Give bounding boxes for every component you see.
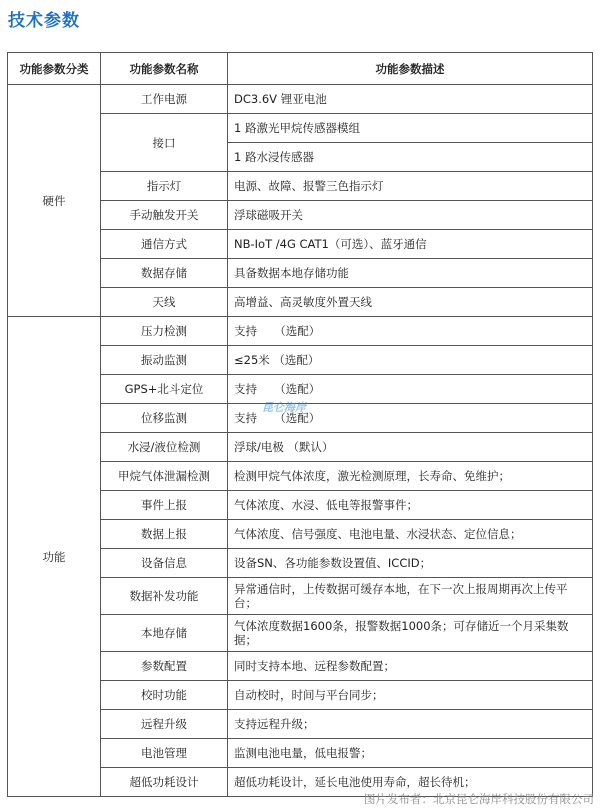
param-name-cell: 设备信息 <box>101 549 228 578</box>
param-name-cell: 甲烷气体泄漏检测 <box>101 462 228 491</box>
header-description: 功能参数描述 <box>228 53 593 85</box>
param-name-cell: 校时功能 <box>101 681 228 710</box>
param-description-cell: 1 路水浸传感器 <box>228 143 593 172</box>
param-description-cell: NB-IoT /4G CAT1（可选）、蓝牙通信 <box>228 230 593 259</box>
overlay-logo-mark: 昆仑海岸 <box>262 401 306 414</box>
param-description-cell: 设备SN、各功能参数设置值、ICCID； <box>228 549 593 578</box>
param-description-cell: 异常通信时，上传数据可缓存本地，在下一次上报周期再次上传平台； <box>228 578 593 615</box>
param-description-cell: 支持远程升级； <box>228 710 593 739</box>
category-cell: 硬件 <box>8 85 101 317</box>
param-name-cell: 手动触发开关 <box>101 201 228 230</box>
param-name-cell: 指示灯 <box>101 172 228 201</box>
param-description-cell: 电源、故障、报警三色指示灯 <box>228 172 593 201</box>
param-description-cell: 监测电池电量，低电报警； <box>228 739 593 768</box>
param-name-cell: 参数配置 <box>101 652 228 681</box>
param-description-cell: 浮球/电极 （默认） <box>228 433 593 462</box>
table-header-row <box>8 53 593 85</box>
param-description-cell: 检测甲烷气体浓度，激光检测原理，长寿命、免维护； <box>228 462 593 491</box>
param-description-cell: 超低功耗设计，延长电池使用寿命，超长待机； <box>228 768 593 797</box>
param-name-cell: 本地存储 <box>101 615 228 652</box>
table-row <box>8 317 593 346</box>
param-name-cell: 超低功耗设计 <box>101 768 228 797</box>
param-description-cell: 支持 （选配） <box>228 404 593 433</box>
param-description-cell: 气体浓度、信号强度、电池电量、水浸状态、定位信息； <box>228 520 593 549</box>
param-description-cell: 气体浓度数据1600条，报警数据1000条；可存储近一个月采集数据； <box>228 615 593 652</box>
image-watermark: 图片发布者：北京昆仑海岸科技股份有限公司 <box>364 792 594 806</box>
category-cell: 功能 <box>8 317 101 797</box>
param-name-cell: 事件上报 <box>101 491 228 520</box>
param-description-cell: 支持 （选配） <box>228 317 593 346</box>
spec-table <box>7 52 593 797</box>
param-description-cell: 同时支持本地、远程参数配置； <box>228 652 593 681</box>
param-description-cell: 高增益、高灵敏度外置天线 <box>228 288 593 317</box>
param-name-cell: 通信方式 <box>101 230 228 259</box>
param-name-cell: 远程升级 <box>101 710 228 739</box>
param-name-cell: 数据补发功能 <box>101 578 228 615</box>
param-description-cell: 气体浓度、水浸、低电等报警事件； <box>228 491 593 520</box>
param-name-cell: GPS+北斗定位 <box>101 375 228 404</box>
param-name-cell: 数据存储 <box>101 259 228 288</box>
param-name-cell: 天线 <box>101 288 228 317</box>
param-name-cell: 工作电源 <box>101 85 228 114</box>
param-description-cell: 自动校时，时间与平台同步； <box>228 681 593 710</box>
header-name: 功能参数名称 <box>101 53 228 85</box>
param-name-cell: 压力检测 <box>101 317 228 346</box>
param-description-cell: DC3.6V 锂亚电池 <box>228 85 593 114</box>
param-name-cell: 接口 <box>101 114 228 172</box>
header-category: 功能参数分类 <box>8 53 101 85</box>
param-description-cell: 浮球磁吸开关 <box>228 201 593 230</box>
param-name-cell: 水浸/液位检测 <box>101 433 228 462</box>
table-body <box>8 85 593 797</box>
param-name-cell: 数据上报 <box>101 520 228 549</box>
param-description-cell: 支持 （选配） <box>228 375 593 404</box>
param-name-cell: 振动监测 <box>101 346 228 375</box>
param-name-cell: 位移监测 <box>101 404 228 433</box>
param-description-cell: 1 路激光甲烷传感器模组 <box>228 114 593 143</box>
param-description-cell: ≤25米 （选配） <box>228 346 593 375</box>
param-description-cell: 具备数据本地存储功能 <box>228 259 593 288</box>
param-name-cell: 电池管理 <box>101 739 228 768</box>
table-row <box>8 85 593 114</box>
page-title: 技术参数 <box>8 11 80 31</box>
